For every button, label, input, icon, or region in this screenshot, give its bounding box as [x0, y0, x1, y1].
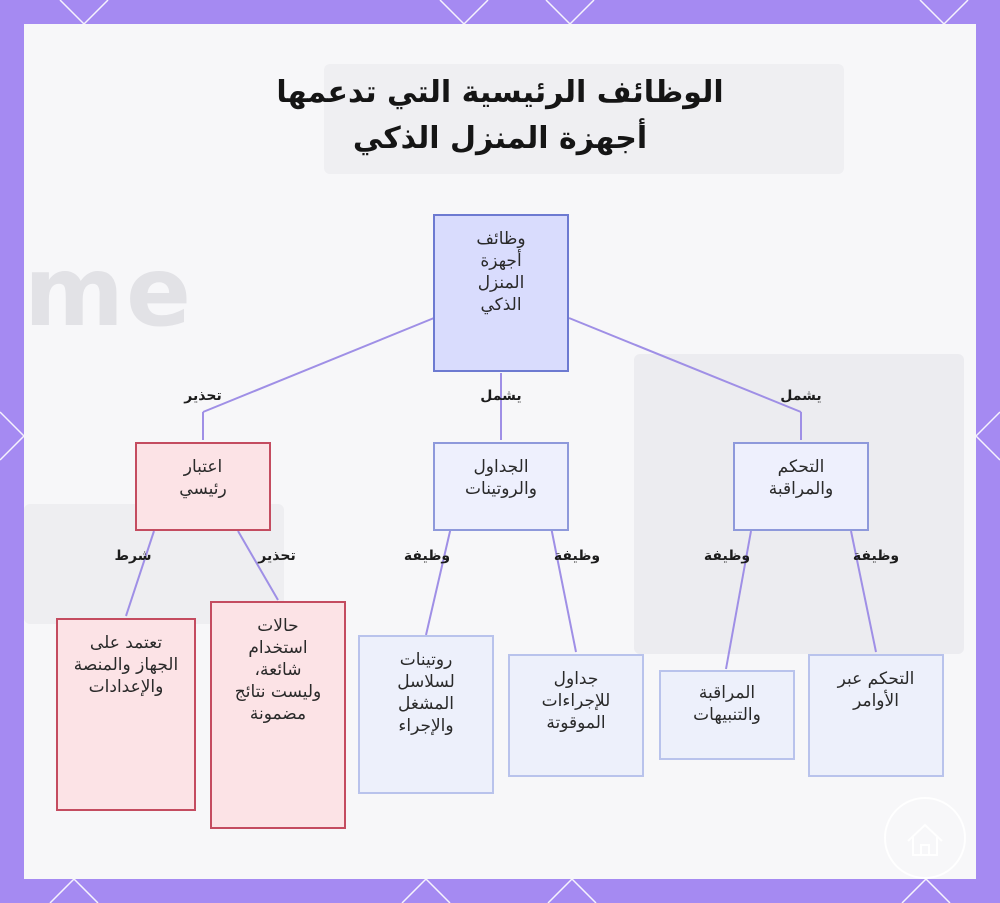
title-line-2: أجهزة المنزل الذكي — [352, 121, 648, 156]
edge-schedules-routines — [426, 527, 451, 635]
edge-root-control — [569, 318, 801, 412]
node-voice-control: التحكم عبر الأوامر — [808, 654, 944, 777]
node-use-cases: حالات استخدام شائعة، وليست نتائج مضمونة — [210, 601, 346, 829]
edge-label-considerations-depends: شرط — [114, 548, 152, 564]
node-considerations: اعتبار رئيسي — [135, 442, 271, 531]
edge-label-control-voice: وظيفة — [852, 548, 900, 564]
background-watermark: me — [24, 236, 194, 348]
edge-label-control-monitoring: وظيفة — [703, 548, 751, 564]
edge-label-considerations-usecases: تحذير — [258, 548, 296, 564]
diagram-canvas — [24, 24, 976, 879]
node-schedules: الجداول والروتينات — [433, 442, 569, 531]
node-root: وظائف أجهزة المنزل الذكي — [433, 214, 569, 372]
edge-label-schedules-timed: وظيفة — [553, 548, 601, 564]
edge-considerations-usecases — [238, 531, 278, 600]
home-logo-icon — [882, 795, 968, 879]
title-line-1: الوظائف الرئيسية التي تدعمها — [276, 75, 724, 110]
edge-label-root-control: يشمل — [780, 388, 822, 404]
node-depends: تعتمد على الجهاز والمنصة والإعدادات — [56, 618, 196, 811]
node-control: التحكم والمراقبة — [733, 442, 869, 531]
node-routines: روتينات لسلاسل المشغل والإجراء — [358, 635, 494, 794]
node-timed-schedules: جداول للإجراءات الموقوتة — [508, 654, 644, 777]
node-monitoring: المراقبة والتنبيهات — [659, 670, 795, 760]
edge-label-schedules-routines: وظيفة — [403, 548, 451, 564]
edge-label-root-considerations: تحذير — [184, 388, 222, 404]
edge-considerations-depends — [126, 531, 154, 616]
edge-label-root-schedules: يشمل — [480, 388, 522, 404]
edge-schedules-timed — [551, 527, 576, 652]
edge-root-considerations — [203, 318, 434, 412]
